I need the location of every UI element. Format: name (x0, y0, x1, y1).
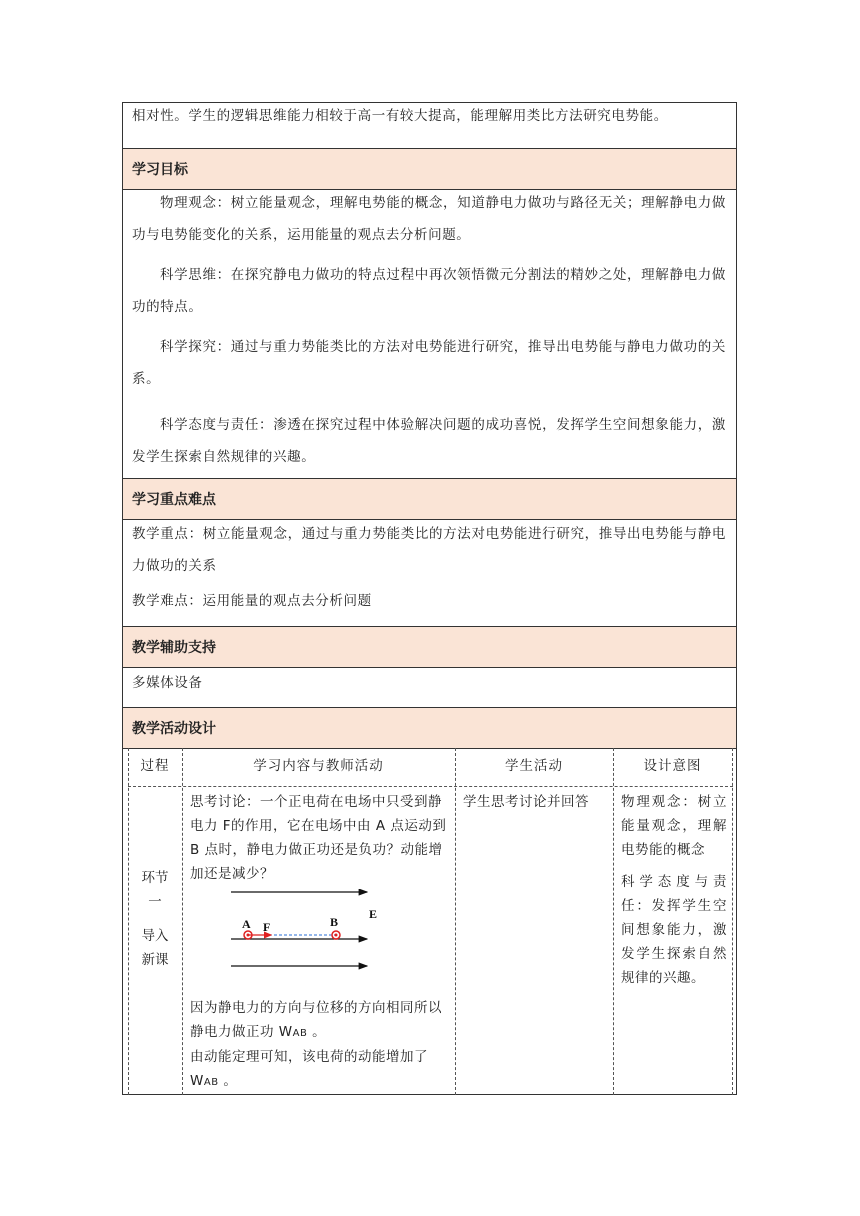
section-header-activity (123, 708, 736, 748)
section-title: 学习目标 (132, 162, 188, 178)
intro-text: 相对性。学生的逻辑思维能力相较于高一有较大提高，能理解用类比方法研究电势能。 (132, 108, 668, 124)
support-content: 多媒体设备 (132, 675, 203, 691)
design-intent: 物理观念：树立能量观念，理解电势能的概念 (621, 794, 727, 858)
label-F: F (263, 920, 271, 934)
stage-label: 新课 (141, 952, 169, 968)
section-header-support (123, 627, 736, 667)
stage-label: 环节 (141, 870, 169, 886)
column-header: 学生活动 (505, 758, 563, 774)
section-title: 学习重点难点 (132, 492, 216, 508)
label-E: E (369, 907, 378, 921)
teaching-difficulty: 教学难点：运用能量的观点去分析问题 (132, 593, 372, 609)
discussion-question: 思考讨论：一个正电荷在电场中只受到静电力 F的作用，它在电场中由 A 点运动到 B 点时，静电力做正功还是负功？动能增加还是减少？ (190, 794, 447, 882)
column-header: 过程 (140, 758, 170, 774)
section-title: 教学活动设计 (132, 721, 216, 737)
goal-paragraph: 科学探究：通过与重力势能类比的方法对电势能进行研究，推导出电势能与静电力做功的关系。 (132, 339, 726, 387)
activity-table (128, 748, 733, 1095)
goal-paragraph: 物理观念：树立能量观念，理解电势能的概念，知道静电力做功与路径无关；理解静电力做功与电势能变化的关系，运用能量的观点去分析问题。 (132, 195, 726, 243)
label-A: A (242, 917, 251, 931)
column-header: 学习内容与教师活动 (253, 758, 384, 774)
stage-label: 导入 (141, 928, 169, 944)
section-header-goals (123, 149, 736, 189)
label-B: B (330, 915, 339, 929)
stage-label: 一 (148, 894, 162, 910)
section-header-key-points (123, 479, 736, 519)
design-intent: 科学态度与责任：发挥学生空间想象能力，激发学生探索自然规律的兴趣。 (621, 874, 727, 986)
student-activity: 学生思考讨论并回答 (463, 794, 589, 810)
column-header: 设计意图 (643, 758, 702, 774)
electric-field-diagram (223, 889, 383, 984)
answer-kinetic-energy: 由动能定理可知，该电荷的动能增加了WAB 。 (190, 1049, 428, 1089)
goal-paragraph: 科学思维：在探究静电力做功的特点过程中再次领悟微元分割法的精妙之处，理解静电力做功的特点。 (132, 267, 726, 315)
teaching-focus: 教学重点：树立能量观念，通过与重力势能类比的方法对电势能进行研究，推导出电势能与静电力做功的关系 (132, 526, 726, 574)
goal-paragraph: 科学态度与责任：渗透在探究过程中体验解决问题的成功喜悦，发挥学生空间想象能力，激发学生探索自然规律的兴趣。 (132, 417, 726, 465)
answer-positive-work: 因为静电力的方向与位移的方向相同所以静电力做正功 WAB 。 (190, 1000, 442, 1040)
section-title: 教学辅助支持 (132, 640, 216, 656)
lesson-plan-table (122, 102, 737, 1095)
